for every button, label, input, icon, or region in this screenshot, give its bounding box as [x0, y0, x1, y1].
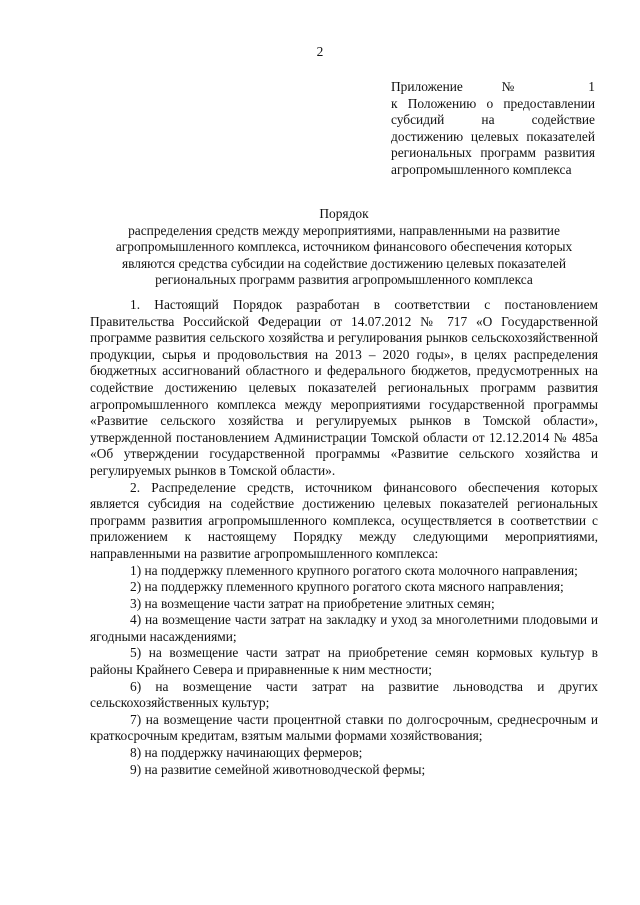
document-body: [90, 297, 598, 778]
document-title-block: [90, 206, 598, 289]
list-item: 9) на развитие семейной животноводческой фермы;: [130, 761, 426, 777]
appendix-line: региональных программ развития: [391, 145, 595, 161]
list-item: 6) на возмещение части затрат на развитие льноводства и других сельскохозяйственных культур;: [90, 678, 598, 711]
list-item: 2) на поддержку племенного крупного рогатого скота мясного направления;: [130, 579, 564, 595]
appendix-block: [391, 79, 595, 179]
appendix-line: Приложение № 1: [391, 79, 595, 94]
paragraph-1: 1. Настоящий Порядок разработан в соответствии с постановлением Правительства Российской Федерации от 14.07.2012 № 717 «О Государственной программе развития сельского хозяйства и регулирования рынков сельскохозяйственной продукции, сырья и продовольствия на 2013 – 2020 годы», в целях распределения бюджетных ассигнований областного и федерального бюджетов, предусмотренных на содействие достижению целевых показателей региональных программ развития агропромышленного комплекса между мероприятиями государственной программы «Развитие сельского хозяйства и регулируемых рынков в Томской области», утвержденной постановлением Администрации Томской области от 12.12.2014 № 485а «Об утверждении государственной программы «Развитие сельского хозяйства и регулируемых рынков в Томской области».: [90, 297, 598, 478]
page-number: 2: [316, 44, 324, 59]
list-item: 3) на возмещение части затрат на приобретение элитных семян;: [130, 595, 495, 611]
document-title: Порядок: [319, 206, 369, 221]
list-item: 1) на поддержку племенного крупного рогатого скота молочного направления;: [130, 562, 578, 578]
appendix-line: достижению целевых показателей: [391, 128, 595, 144]
document-subtitle: распределения средств между мероприятиями, направленными на развитие агропромышленного комплекса, источником финансового обеспечения которых являются средства субсидии на содействие достижению целевых показателей региональных программ развития агропромышленного комплекса: [115, 222, 573, 288]
list-item: 8) на поддержку начинающих фермеров;: [130, 745, 363, 761]
appendix-line: к Положению о предоставлении: [391, 95, 595, 111]
list-item: 4) на возмещение части затрат на закладку и уход за многолетними плодовыми и ягодными насаждениями;: [90, 612, 598, 644]
appendix-line: субсидий на содействие: [391, 112, 595, 128]
list-item: 5) на возмещение части затрат на приобретение семян кормовых культур в районы Крайнего Севера и приравненные к ним местности;: [90, 645, 598, 678]
appendix-line: агропромышленного комплекса: [391, 161, 572, 177]
paragraph-2: 2. Распределение средств, источником финансового обеспечения которых является субсидия на содействие достижению целевых показателей региональных программ развития агропромышленного комплекса, осуществляется в соответствии с приложением к настоящему Порядку между следующими мероприятиями, направленными на развитие агропромышленного комплекса:: [90, 479, 598, 561]
list-item: 7) на возмещение части процентной ставки по долгосрочным, среднесрочным и краткосрочным кредитам, взятым малыми формами хозяйствования;: [90, 711, 598, 744]
